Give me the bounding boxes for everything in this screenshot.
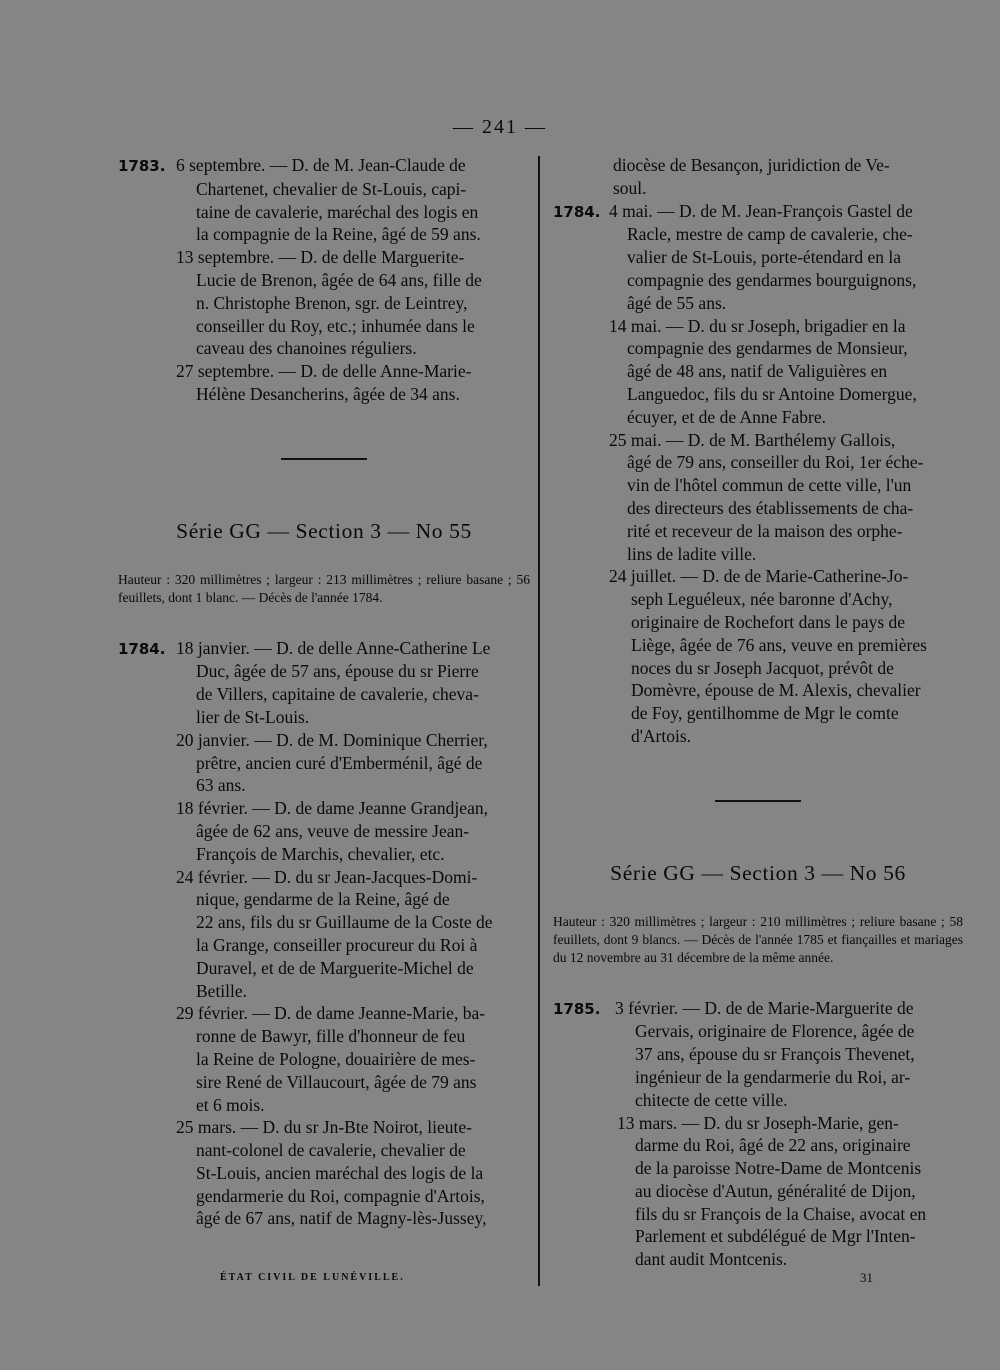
text-line: ronne de Bawyr, fille d'honneur de feu xyxy=(196,1026,466,1047)
text-line: darme du Roi, âgé de 22 ans, originaire xyxy=(635,1135,911,1156)
text-line: 24 février. — D. du sr Jean-Jacques-Domi- xyxy=(176,866,478,887)
text-line: St-Louis, ancien maréchal des logis de la xyxy=(196,1162,484,1183)
text-line: Betille. xyxy=(196,980,248,1001)
text-line: 25 mars. — D. du sr Jn-Bte Noirot, lieute- xyxy=(176,1117,472,1138)
text-line: fils du sr François de la Chaise, avocat en xyxy=(635,1203,927,1224)
text-line: ingénieur de la gendarmerie du Roi, ar- xyxy=(635,1066,911,1087)
register-description: Hauteur : 320 millimètres ; largeur : 213 millimètres ; reliure basane ; 56 feuillets, dont 1 blanc. — Décès de l'année 1784. xyxy=(118,571,530,605)
text-line: prêtre, ancien curé d'Emberménil, âgé de xyxy=(196,752,483,773)
text-line: de la paroisse Notre-Dame de Montcenis xyxy=(635,1158,922,1179)
text-line: Gervais, originaire de Florence, âgée de xyxy=(635,1021,915,1042)
text-line: n. Christophe Brenon, sgr. de Leintrey, xyxy=(196,292,468,313)
text-line: compagnie des gendarmes bourguignons, xyxy=(627,269,917,290)
register-description: Hauteur : 320 millimètres ; largeur : 210 millimètres ; reliure basane ; 58 feuillets, dont 9 blancs. — Décès de l'année 1785 et fiançailles et mariages du 12 novembre au 31 décembre de la même année. xyxy=(553,913,963,965)
text-line: originaire de Rochefort dans le pays de xyxy=(631,611,906,632)
text-line: diocèse de Besançon, juridiction de Ve- xyxy=(613,155,890,175)
left-column xyxy=(118,154,530,1230)
text-line: de Foy, gentilhomme de Mgr le comte xyxy=(631,703,899,724)
text-line: Duravel, et de de Marguerite-Michel de xyxy=(196,957,474,978)
entry-1784-right xyxy=(553,200,963,748)
text-line: 18 janvier. — D. de delle Anne-Catherine Le xyxy=(176,637,491,658)
text-line: compagnie des gendarmes de Monsieur, xyxy=(627,338,908,359)
text-line: vin de l'hôtel commun de cette ville, l'un xyxy=(627,475,912,496)
text-line: Domèvre, épouse de M. Alexis, chevalier xyxy=(631,680,921,701)
text-line: et 6 mois. xyxy=(196,1094,265,1115)
text-line: 14 mai. — D. du sr Joseph, brigadier en la xyxy=(609,315,906,336)
text-line: dant audit Montcenis. xyxy=(635,1249,788,1270)
text-line: seph Leguéleux, née baronne d'Achy, xyxy=(631,589,893,610)
footer-title: ÉTAT CIVIL DE LUNÉVILLE. xyxy=(220,1272,405,1283)
entry-1783 xyxy=(118,154,530,406)
text-line: 25 mai. — D. de M. Barthélemy Gallois, xyxy=(609,429,896,450)
text-line: écuyer, et de de Anne Fabre. xyxy=(627,406,827,427)
year-label: 1785. xyxy=(553,999,601,1018)
text-line: au diocèse d'Autun, généralité de Dijon, xyxy=(635,1180,916,1201)
text-line: nique, gendarme de la Reine, âgé de xyxy=(196,889,450,910)
text-line: 3 février. — D. de de Marie-Marguerite de xyxy=(615,997,914,1018)
text-line: 6 septembre. — D. de M. Jean-Claude de xyxy=(176,155,466,175)
text-line: d'Artois. xyxy=(631,725,692,746)
text-line: la Grange, conseiller procureur du Roi à xyxy=(196,934,478,955)
text-line: rité et receveur de la maison des orphe- xyxy=(627,520,903,541)
text-line: 13 septembre. — D. de delle Marguerite- xyxy=(176,247,465,268)
text-line: âgé de 67 ans, natif de Magny-lès-Jussey, xyxy=(196,1208,487,1229)
text-line: 24 juillet. — D. de de Marie-Catherine-Jo- xyxy=(609,566,909,587)
text-line: Racle, mestre de camp de cavalerie, che- xyxy=(627,224,913,245)
text-line: de Villers, capitaine de cavalerie, cheva- xyxy=(196,684,479,705)
right-column xyxy=(553,154,963,1271)
text-line: conseiller du Roy, etc.; inhumée dans le xyxy=(196,315,475,336)
text-line: 37 ans, épouse du sr François Thevenet, xyxy=(635,1044,915,1065)
text-line: noces du sr Joseph Jacquot, prévôt de xyxy=(631,657,894,678)
section-heading: Série GG — Section 3 — No 55 xyxy=(176,518,472,543)
text-line: 4 mai. — D. de M. Jean-François Gastel de xyxy=(609,200,913,221)
entry-1784 xyxy=(118,637,530,1231)
text-line: des directeurs des établissements de cha- xyxy=(627,497,914,518)
entry-continuation xyxy=(553,154,963,200)
column-divider xyxy=(538,156,540,1286)
entry-1785 xyxy=(553,997,963,1272)
text-line: âgé de 55 ans. xyxy=(627,292,727,313)
text-line: 22 ans, fils du sr Guillaume de la Coste de xyxy=(196,912,493,933)
text-line: sire René de Villaucourt, âgée de 79 ans xyxy=(196,1071,477,1092)
text-line: la Reine de Pologne, douairière de mes- xyxy=(196,1048,476,1069)
text-line: Hélène Desancherins, âgée de 34 ans. xyxy=(196,383,460,404)
text-line: lier de St-Louis. xyxy=(196,706,310,727)
text-line: valier de St-Louis, porte-étendard en la xyxy=(627,247,902,268)
text-line: soul. xyxy=(613,177,647,198)
text-line: 29 février. — D. de dame Jeanne-Marie, ba- xyxy=(176,1003,486,1024)
section-separator xyxy=(715,800,801,802)
text-line: Lucie de Brenon, âgée de 64 ans, fille de xyxy=(196,269,482,290)
text-line: 13 mars. — D. du sr Joseph-Marie, gen- xyxy=(617,1112,899,1133)
section-heading: Série GG — Section 3 — No 56 xyxy=(610,860,906,885)
text-line: Duc, âgée de 57 ans, épouse du sr Pierre xyxy=(196,661,479,682)
year-label: 1784. xyxy=(118,639,166,658)
year-label: 1784. xyxy=(553,202,601,221)
text-line: lins de ladite ville. xyxy=(627,543,757,564)
page-number: — 241 — xyxy=(453,116,547,138)
text-line: François de Marchis, chevalier, etc. xyxy=(196,843,445,864)
footer-signature-number: 31 xyxy=(860,1270,873,1285)
text-line: 20 janvier. — D. de M. Dominique Cherrier, xyxy=(176,729,488,750)
text-line: Parlement et subdélégué de Mgr l'Inten- xyxy=(635,1226,916,1247)
text-line: gendarmerie du Roi, compagnie d'Artois, xyxy=(196,1185,485,1206)
text-line: nant-colonel de cavalerie, chevalier de xyxy=(196,1140,466,1161)
text-line: âgé de 48 ans, natif de Valiguières en xyxy=(627,361,888,382)
text-line: 27 septembre. — D. de delle Anne-Marie- xyxy=(176,361,472,382)
text-line: Languedoc, fils du sr Antoine Domergue, xyxy=(627,383,917,404)
text-line: Chartenet, chevalier de St-Louis, capi- xyxy=(196,178,467,199)
year-label: 1783. xyxy=(118,157,166,175)
text-line: âgé de 79 ans, conseiller du Roi, 1er éche- xyxy=(627,452,924,473)
text-line: la compagnie de la Reine, âgé de 59 ans. xyxy=(196,224,481,245)
text-line: Liège, âgée de 76 ans, veuve en premières xyxy=(631,634,927,655)
text-line: taine de cavalerie, maréchal des logis en xyxy=(196,201,479,222)
text-line: chitecte de cette ville. xyxy=(635,1089,788,1110)
text-line: 63 ans. xyxy=(196,775,246,796)
text-line: âgée de 62 ans, veuve de messire Jean- xyxy=(196,820,470,841)
text-line: caveau des chanoines réguliers. xyxy=(196,338,417,359)
text-line: 18 février. — D. de dame Jeanne Grandjean, xyxy=(176,798,488,819)
section-separator xyxy=(281,458,367,460)
